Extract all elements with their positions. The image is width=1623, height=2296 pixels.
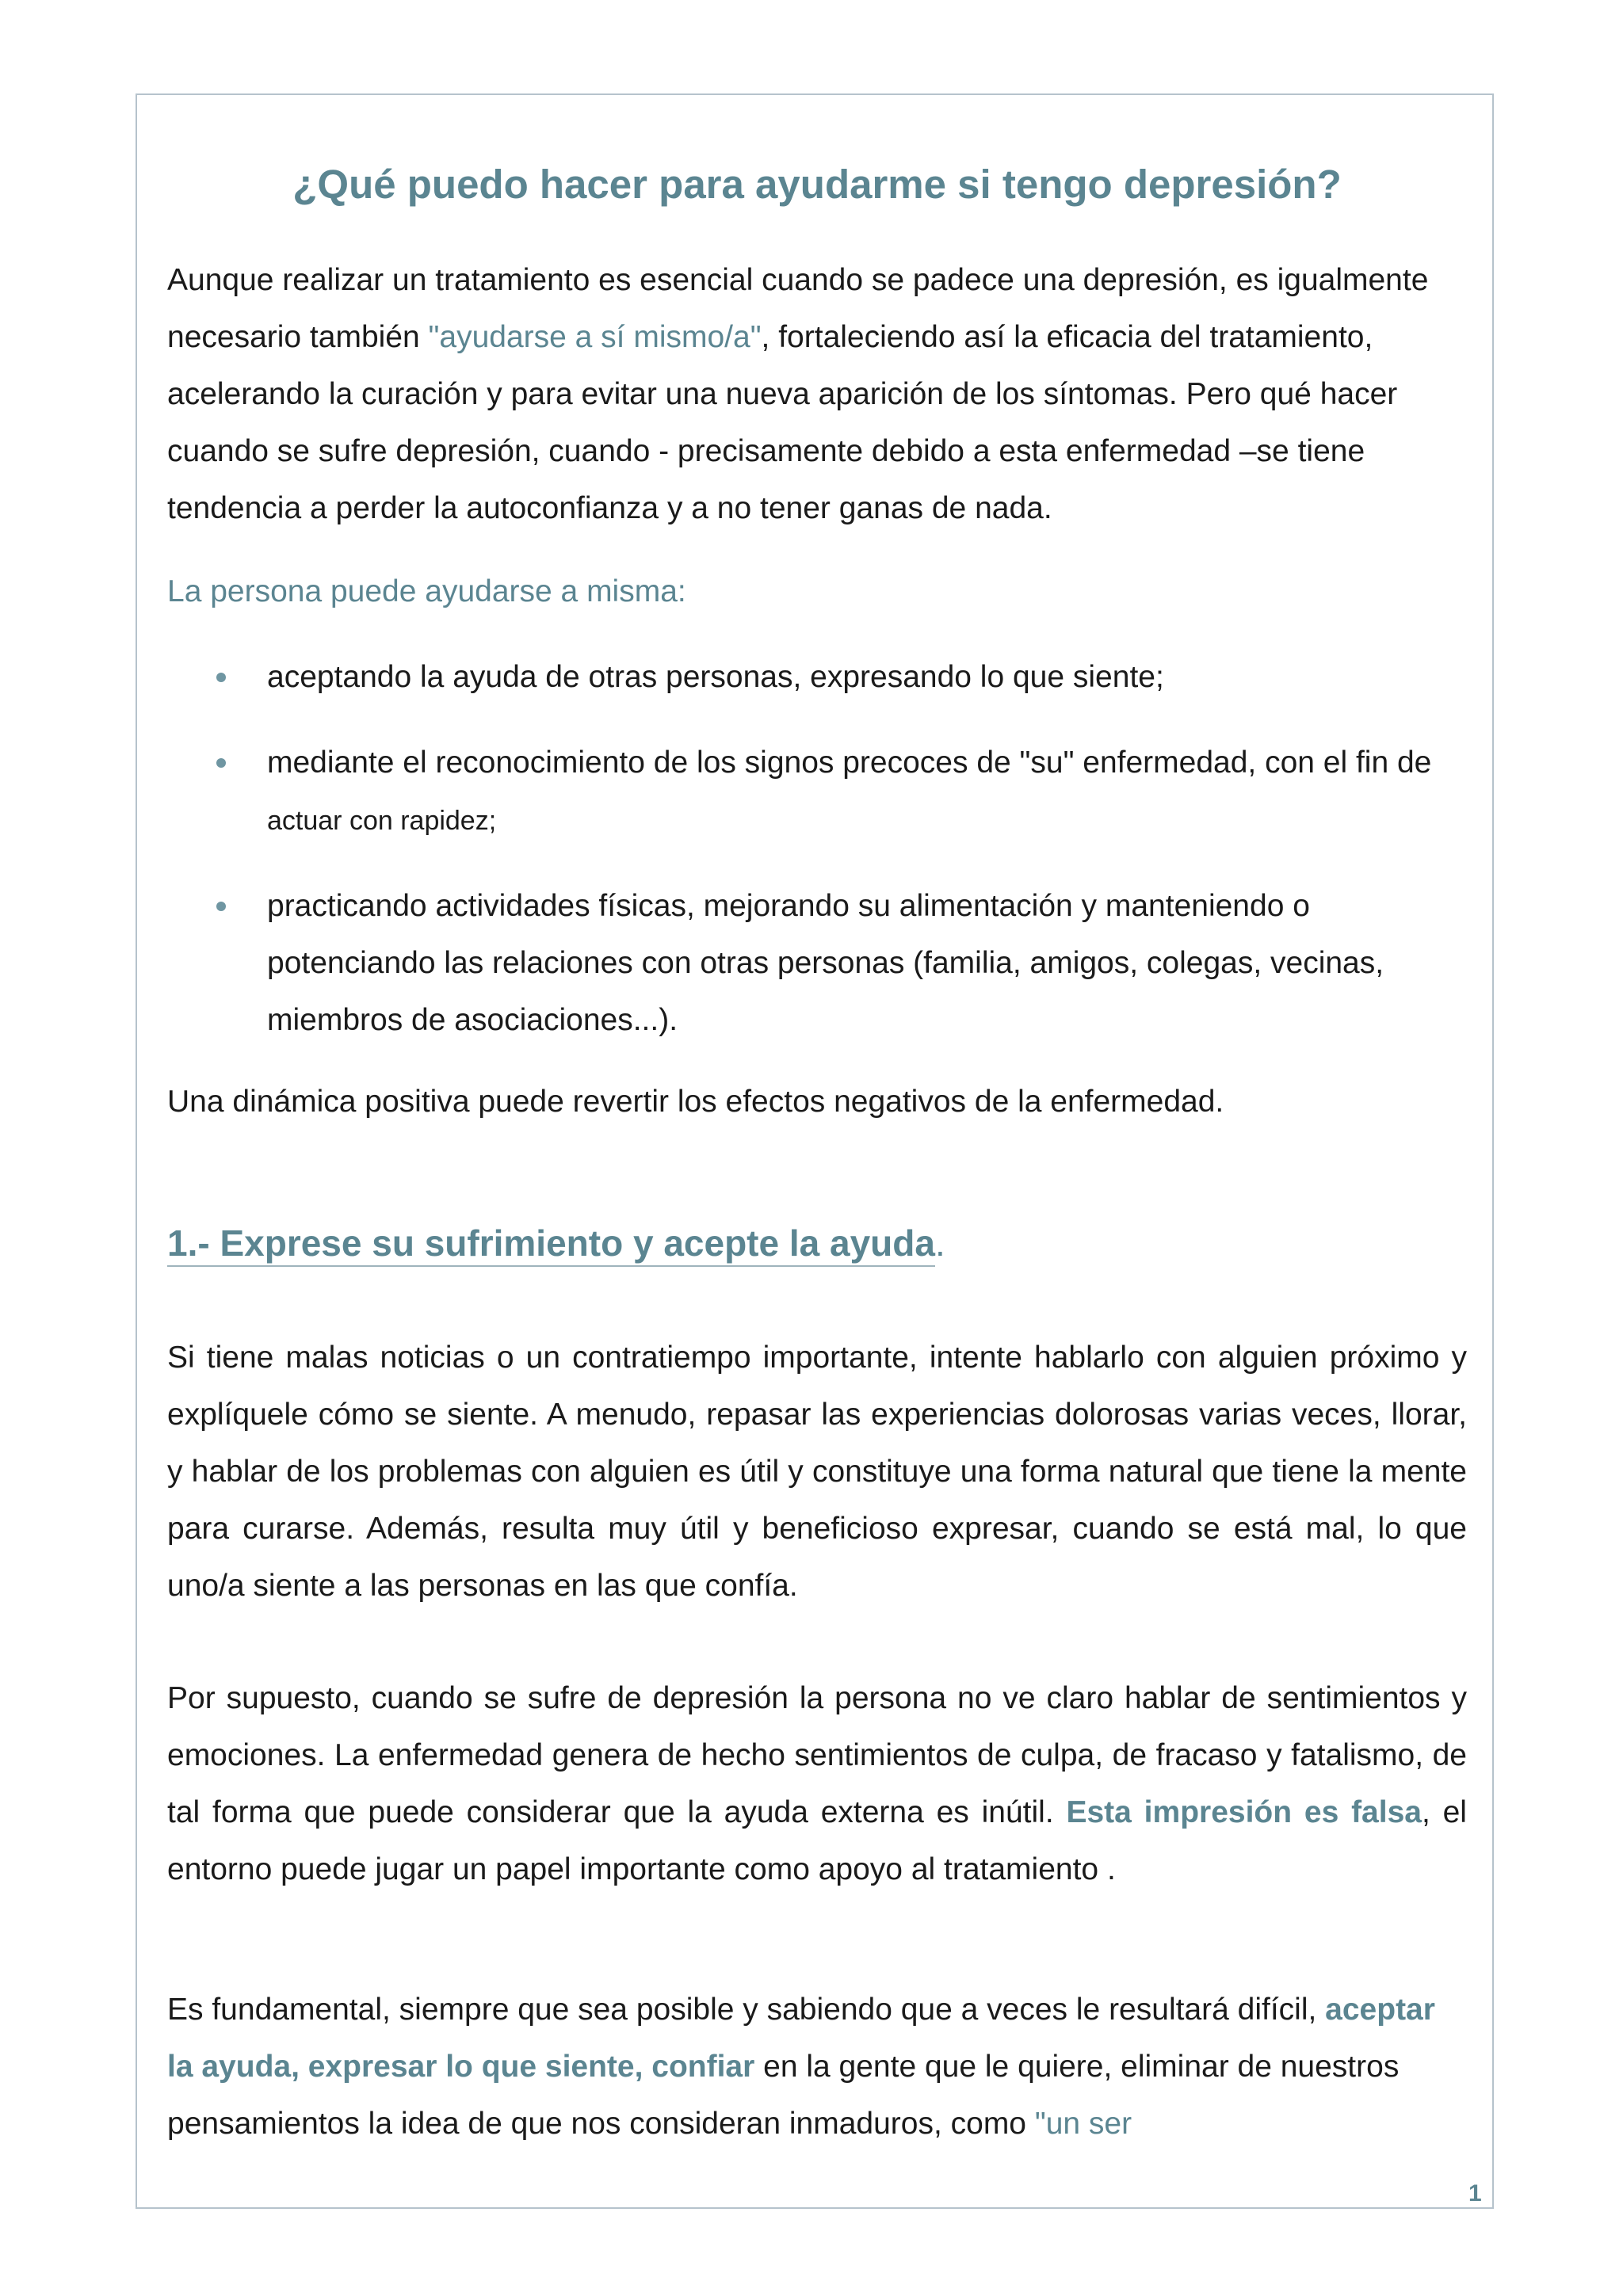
section-heading-text: 1.- Exprese su sufrimiento y acepte la ayuda [167,1222,935,1267]
bullet-icon [216,758,226,768]
page-number: 1 [1468,2180,1482,2206]
para2-text-2: , el entorno puede jugar un papel importante como apoyo al tratamiento . [167,1795,1467,1886]
list-item [167,878,1467,1049]
list-item-text-small: actuar con rapidez; [267,806,497,836]
bullet-icon [216,673,226,682]
para2-text-1: Por supuesto, cuando se sufre de depresión la persona no ve claro hablar de sentimientos y emociones. La enfermedad genera de hecho sentimientos de culpa, de fracaso y fatalismo, de tal forma que puede considerar que la ayuda externa es inútil. [167,1681,1467,1829]
para2-emphasis: Esta impresión es falsa [1066,1795,1422,1829]
bullet-icon [216,902,226,911]
section-heading-suffix: . [934,1222,945,1264]
list-item [167,734,1467,849]
intro-text-1: Aunque realizar un tratamiento es esencial cuando se padece una depresión, es igualmente necesario también [167,263,1429,354]
section-paragraph-2 [167,1670,1467,1898]
list-item-text: aceptando la ayuda de otras personas, expresando lo que siente; [267,660,1164,694]
list-item-text: practicando actividades físicas, mejorando su alimentación y manteniendo o potenciando las relaciones con otras personas (familia, amigos, colegas, vecinas, miembros de asociaciones...). [267,889,1384,1037]
bullet-list [167,649,1467,1049]
para3-accent: "un ser [1034,2107,1132,2141]
intro-paragraph [167,252,1467,537]
intro-text-2: , fortaleciendo así la eficacia del tratamiento, acelerando la curación y para evitar una nueva aparición de los síntomas. Pero qué hacer cuando se sufre depresión, cuando - precisamente debido a esta enfermedad –se tiene tendencia a perder la autoconfianza y a no tener ganas de nada. [167,320,1398,525]
subheading: La persona puede ayudarse a misma: [167,574,686,608]
section-paragraph-3 [167,1981,1467,2153]
document-title: ¿Qué puedo hacer para ayudarme si tengo depresión? [292,162,1342,207]
list-item [167,649,1467,706]
closing-paragraph: Una dinámica positiva puede revertir los efectos negativos de la enfermedad. [167,1085,1224,1119]
para3-text-2: en la gente que le quiere, eliminar de nuestros pensamientos la idea de que nos consideran inmaduros, como [167,2050,1400,2141]
para3-text-1: Es fundamental, siempre que sea posible y sabiendo que a veces le resultará difícil, [167,1993,1326,2027]
section-heading [167,1215,945,1271]
para3-emphasis: aceptar la ayuda, expresar lo que siente, confiar [167,1993,1435,2084]
list-item-text: mediante el reconocimiento de los signos precoces de "su" enfermedad, con el fin de [267,746,1432,780]
section-paragraph-1: Si tiene malas noticias o un contratiempo importante, intente hablarlo con alguien próximo y explíquele cómo se siente. A menudo, repasar las experiencias dolorosas varias veces, llorar, y hablar de los problemas con alguien es útil y constituye una forma natural que tiene la mente para curarse. Además, resulta muy útil y beneficioso expresar, cuando se está mal, lo que uno/a siente a las personas en las que confía. [167,1341,1467,1603]
intro-accent: "ayudarse a sí mismo/a" [428,320,762,354]
